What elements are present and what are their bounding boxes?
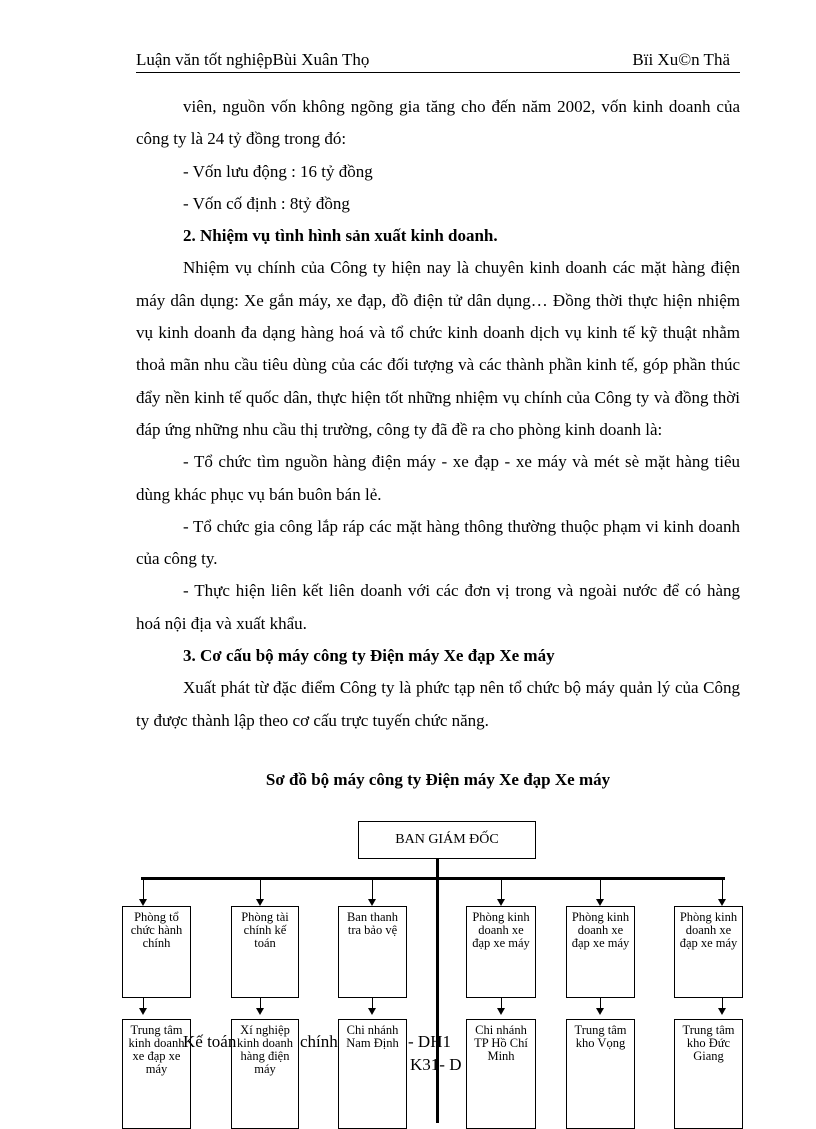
org-chart-title: Sơ đồ bộ máy công ty Điện máy Xe đạp Xe máy bbox=[265, 770, 611, 789]
paragraph-working-capital: - Vốn lưu động : 16 tỷ đồng bbox=[183, 161, 373, 181]
section-heading-2: 2. Nhiệm vụ tình hình sản xuất kinh doanh. bbox=[183, 226, 498, 246]
org-connector-vertical bbox=[436, 859, 439, 1123]
org-box-board: BAN GIÁM ĐỐC bbox=[358, 821, 536, 859]
footer-fragment-right: K31- D bbox=[410, 1055, 462, 1074]
org-box-vong-warehouse: Trung tâm kho Vọng bbox=[566, 1019, 635, 1129]
org-box-finance-dept: Phòng tài chính kế toán bbox=[231, 906, 299, 998]
paragraph-task-joint-venture: - Thực hiện liên kết liên doanh với các đơn vị trong và ngoài nước để có hàng hoá nội địa và xuất khẩu. bbox=[136, 581, 740, 633]
footer-fragment-mid2: - DH1 bbox=[408, 1032, 451, 1051]
paragraph-fixed-capital: - Vốn cố định : 8tỷ đồng bbox=[183, 193, 350, 213]
paragraph-task-sourcing: - Tổ chức tìm nguồn hàng điện máy - xe đạp - xe máy và mét sè mặt hàng tiêu dùng khác phục vụ bán buôn bán lẻ. bbox=[136, 452, 740, 504]
org-box-nam-dinh-branch: Chi nhánh Nam Định bbox=[338, 1019, 407, 1129]
org-box-sales-dept-3: Phòng kinh doanh xe đạp xe máy bbox=[674, 906, 743, 998]
org-box-sales-dept-2: Phòng kinh doanh xe đạp xe máy bbox=[566, 906, 635, 998]
footer-fragment-mid: chính bbox=[300, 1032, 338, 1051]
org-box-hcmc-branch: Chi nhánh TP Hồ Chí Minh bbox=[466, 1019, 536, 1129]
org-box-bike-center: Trung tâm kinh doanh xe đạp xe máy bbox=[122, 1019, 191, 1129]
page-header bbox=[136, 48, 740, 73]
section-heading-3: 3. Cơ cấu bộ máy công ty Điện máy Xe đạp Xe máy bbox=[183, 646, 555, 666]
org-box-duc-giang-warehouse: Trung tâm kho Đức Giang bbox=[674, 1019, 743, 1129]
org-connector-horizontal bbox=[141, 877, 725, 880]
org-box-admin-dept: Phòng tổ chức hành chính bbox=[122, 906, 191, 998]
footer-fragment-left: Kế toán bbox=[183, 1032, 237, 1051]
paragraph-structure: Xuất phát từ đặc điểm Công ty là phức tạp nên tổ chức bộ máy quản lý của Công ty được thành lập theo cơ cấu trực tuyến chức năng. bbox=[136, 678, 740, 730]
paragraph-main-tasks: Nhiệm vụ chính của Công ty hiện nay là chuyên kinh doanh các mặt hàng điện máy dân dụng: Xe gắn máy, xe đạp, đồ điện tử dân dụng… Đồng thời thực hiện nhiệm vụ kinh doanh đa dạng hàng hoá và tổ chức kinh doanh dịch vụ kinh tế kỹ thuật nhằm thoả mãn nhu cầu tiêu dùng của các đối tượng và các thành phần kinh tế, góp phần thúc đẩy nền kinh tế quốc dân, thực hiện tốt những nhiệm vụ chính của Công ty và đồng thời đáp ứng những nhu cầu thị trường, công ty đã đề ra cho phòng kinh doanh là: bbox=[136, 258, 740, 439]
org-box-sales-dept-1: Phòng kinh doanh xe đạp xe máy bbox=[466, 906, 536, 998]
paragraph-capital: viên, nguồn vốn không ngõng gia tăng cho đến năm 2002, vốn kinh doanh của công ty là 24 tỷ đồng trong đó: bbox=[136, 97, 740, 149]
org-box-inspection: Ban thanh tra bảo vệ bbox=[338, 906, 407, 998]
org-box-electronics-enterprise: Xí nghiệp kinh doanh hàng điện máy bbox=[231, 1019, 299, 1129]
document-body bbox=[136, 91, 740, 737]
header-left-text: Luận văn tốt nghiệpBùi Xuân Thọ bbox=[136, 50, 370, 69]
paragraph-task-assembly: - Tổ chức gia công lắp ráp các mặt hàng thông thường thuộc phạm vi kinh doanh của công ty. bbox=[136, 516, 740, 569]
header-right-text: Bïi Xu©n Thä bbox=[632, 50, 730, 69]
